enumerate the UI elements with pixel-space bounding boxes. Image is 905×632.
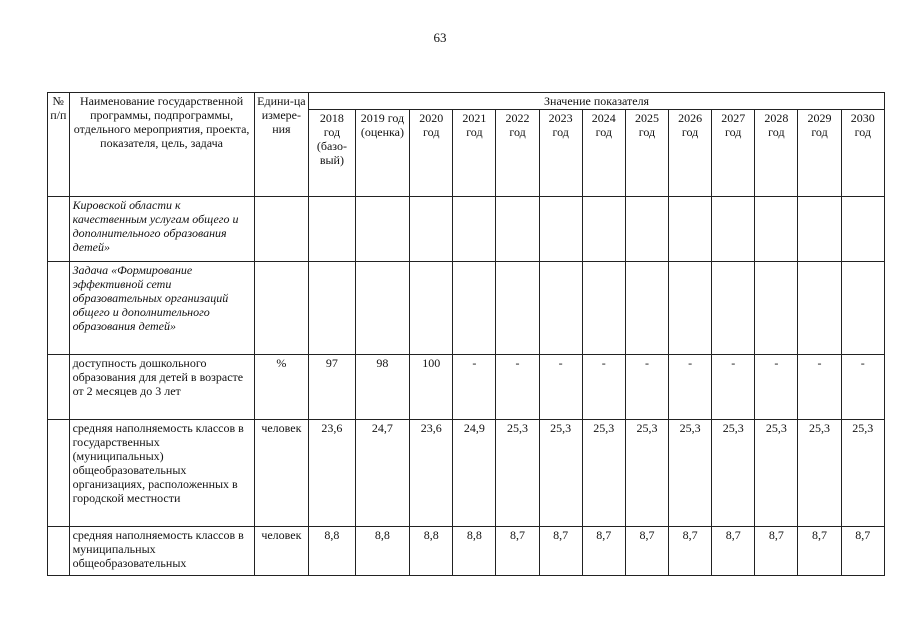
value-cell <box>309 262 356 355</box>
value-cell: 8,7 <box>755 527 798 576</box>
header-year: 2029 год <box>798 110 841 197</box>
value-cell: 8,8 <box>309 527 356 576</box>
value-cell <box>355 262 410 355</box>
row-unit <box>254 262 309 355</box>
value-cell <box>539 262 582 355</box>
header-unit: Едини-ца измере-ния <box>254 93 309 197</box>
value-cell: 25,3 <box>496 420 539 527</box>
value-cell <box>309 197 356 262</box>
value-cell: 8,8 <box>355 527 410 576</box>
value-cell: - <box>798 355 841 420</box>
row-num-cell <box>48 527 70 576</box>
header-year: 2018 год (базо-вый) <box>309 110 356 197</box>
value-cell <box>841 197 884 262</box>
value-cell <box>712 262 755 355</box>
value-cell: 8,7 <box>625 527 668 576</box>
value-cell: - <box>712 355 755 420</box>
row-name: Задача «Формирование эффективной сети образовательных организаций общего и дополнительного образования детей» <box>69 262 254 355</box>
value-cell: 23,6 <box>410 420 453 527</box>
header-year: 2025 год <box>625 110 668 197</box>
header-name: Наименование государственной программы, подпрограммы, отдельного мероприятия, проекта, показателя, цель, задача <box>69 93 254 197</box>
value-cell: 8,8 <box>410 527 453 576</box>
header-year: 2020 год <box>410 110 453 197</box>
value-cell <box>496 197 539 262</box>
value-cell <box>453 197 496 262</box>
row-num-cell <box>48 355 70 420</box>
row-num-cell <box>48 420 70 527</box>
value-cell <box>453 262 496 355</box>
header-year: 2024 год <box>582 110 625 197</box>
value-cell: 8,7 <box>841 527 884 576</box>
value-cell: - <box>453 355 496 420</box>
table-row <box>48 262 885 355</box>
indicator-table <box>47 92 885 576</box>
value-cell <box>625 197 668 262</box>
value-cell <box>582 197 625 262</box>
header-year: 2026 год <box>669 110 712 197</box>
value-cell <box>798 262 841 355</box>
header-values-group: Значение показателя <box>309 93 885 110</box>
header-year: 2021 год <box>453 110 496 197</box>
value-cell <box>582 262 625 355</box>
value-cell: 25,3 <box>712 420 755 527</box>
row-name: средняя наполняемость классов в государственных (муниципальных) общеобразовательных организациях, расположенных в городской местности <box>69 420 254 527</box>
value-cell <box>798 197 841 262</box>
value-cell: - <box>669 355 712 420</box>
value-cell <box>755 262 798 355</box>
header-year: 2022 год <box>496 110 539 197</box>
row-name: средняя наполняемость классов в муниципальных общеобразовательных <box>69 527 254 576</box>
value-cell <box>355 197 410 262</box>
value-cell: 25,3 <box>625 420 668 527</box>
value-cell: 25,3 <box>539 420 582 527</box>
value-cell: 8,7 <box>539 527 582 576</box>
value-cell <box>539 197 582 262</box>
row-name: доступность дошкольного образования для детей в возрасте от 2 месяцев до 3 лет <box>69 355 254 420</box>
value-cell: 25,3 <box>582 420 625 527</box>
value-cell: 8,7 <box>669 527 712 576</box>
value-cell <box>669 197 712 262</box>
row-unit: человек <box>254 527 309 576</box>
value-cell: 97 <box>309 355 356 420</box>
header-year: 2019 год (оценка) <box>355 110 410 197</box>
value-cell: 98 <box>355 355 410 420</box>
value-cell <box>625 262 668 355</box>
header-year: 2027 год <box>712 110 755 197</box>
header-year: 2023 год <box>539 110 582 197</box>
value-cell <box>410 197 453 262</box>
row-unit: % <box>254 355 309 420</box>
value-cell: 8,7 <box>798 527 841 576</box>
value-cell <box>841 262 884 355</box>
value-cell: 25,3 <box>669 420 712 527</box>
row-name: Кировской области к качественным услугам общего и дополнительного образования детей» <box>69 197 254 262</box>
value-cell: 8,7 <box>582 527 625 576</box>
value-cell: 24,9 <box>453 420 496 527</box>
value-cell: 100 <box>410 355 453 420</box>
value-cell: 8,8 <box>453 527 496 576</box>
header-year: 2030 год <box>841 110 884 197</box>
table-row <box>48 527 885 576</box>
table-row <box>48 420 885 527</box>
row-num-cell <box>48 262 70 355</box>
value-cell: - <box>841 355 884 420</box>
value-cell: - <box>539 355 582 420</box>
row-num-cell <box>48 197 70 262</box>
table-row <box>48 355 885 420</box>
row-unit <box>254 197 309 262</box>
value-cell: 25,3 <box>798 420 841 527</box>
value-cell: 8,7 <box>496 527 539 576</box>
value-cell: - <box>755 355 798 420</box>
value-cell: 25,3 <box>841 420 884 527</box>
value-cell <box>496 262 539 355</box>
value-cell: 25,3 <box>755 420 798 527</box>
page-number: 63 <box>433 30 447 45</box>
header-year: 2028 год <box>755 110 798 197</box>
value-cell: - <box>496 355 539 420</box>
table-row <box>48 197 885 262</box>
value-cell: 8,7 <box>712 527 755 576</box>
value-cell: 23,6 <box>309 420 356 527</box>
row-unit: человек <box>254 420 309 527</box>
value-cell: - <box>625 355 668 420</box>
value-cell: - <box>582 355 625 420</box>
value-cell <box>410 262 453 355</box>
value-cell <box>669 262 712 355</box>
header-num: № п/п <box>48 93 70 197</box>
value-cell: 24,7 <box>355 420 410 527</box>
value-cell <box>755 197 798 262</box>
value-cell <box>712 197 755 262</box>
